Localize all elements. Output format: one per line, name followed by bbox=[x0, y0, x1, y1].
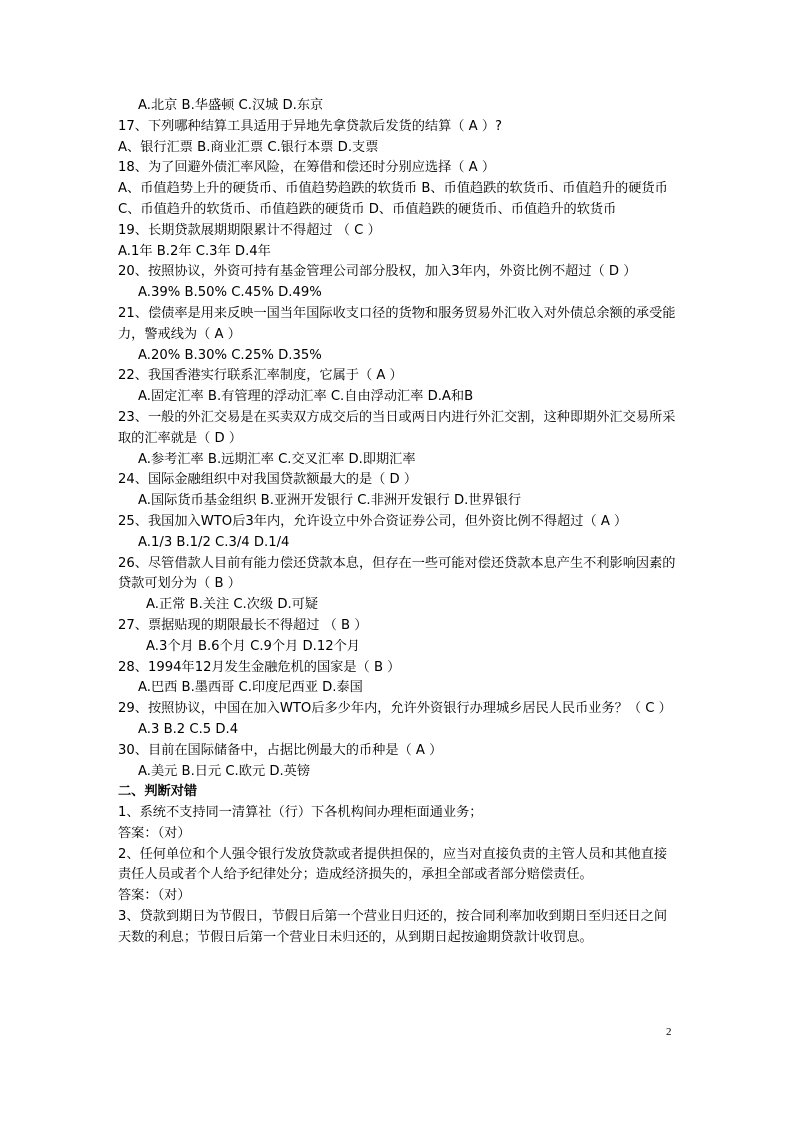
q18-options-ab: A、币值趋势上升的硬货币、币值趋势趋跌的软货币 B、币值趋跌的软货币、币值趋升的硬货币 bbox=[118, 181, 668, 197]
page-content bbox=[118, 96, 678, 949]
q22-options: A.固定汇率 B.有管理的浮动汇率 C.自由浮动汇率 D.A和B bbox=[138, 389, 474, 405]
q28-options: A.巴西 B.墨西哥 C.印度尼西亚 D.泰国 bbox=[138, 680, 363, 696]
q27-question: 27、票据贴现的期限最长不得超过 （ B ） bbox=[118, 617, 368, 633]
q23-question: 23、一般的外汇交易是在买卖双方成交后的当日或两日内进行外汇交割，这种即期外汇交易所采取的汇率就是（ D ） bbox=[118, 409, 676, 446]
q30-question: 30、目前在国际储备中，占据比例最大的币种是（ A ） bbox=[118, 742, 443, 758]
q19-question: 19、长期贷款展期期限累计不得超过 （ C ） bbox=[118, 222, 381, 238]
q25-question: 25、我国加入WTO后3年内，允许设立中外合资证券公司，但外资比例不得超过（ A ） bbox=[118, 513, 628, 529]
q16-options: A.北京 B.华盛顿 C.汉城 D.东京 bbox=[138, 98, 324, 113]
q22-question: 22、我国香港实行联系汇率制度，它属于（ A ） bbox=[118, 368, 403, 384]
page-number: 2 bbox=[666, 1026, 672, 1038]
q19-options: A.1年 B.2年 C.3年 D.4年 bbox=[118, 243, 271, 259]
tf2-statement: 2、任何单位和个人强令银行发放贷款或者提供担保的，应当对直接负责的主管人员和其他直接责任人员或者个人给予纪律处分；造成经济损失的，承担全部或者部分赔偿责任。 bbox=[118, 846, 668, 883]
q28-question: 28、1994年12月发生金融危机的国家是（ B ） bbox=[118, 659, 401, 675]
q17-options: A、银行汇票 B.商业汇票 C.银行本票 D.支票 bbox=[118, 139, 379, 155]
tf3-statement: 3、贷款到期日为节假日，节假日后第一个营业日归还的，按合同利率加收到期日至归还日之间天数的利息；节假日后第一个营业日未归还的，从到期日起按逾期贷款计收罚息。 bbox=[118, 909, 668, 945]
q17-question: 17、下列哪种结算工具适用于异地先拿贷款后发货的结算（ A ）? bbox=[118, 118, 503, 134]
q30-options: A.美元 B.日元 C.欧元 D.英镑 bbox=[138, 763, 311, 779]
section-heading: 二、判断对错 bbox=[118, 784, 198, 800]
tf1-statement: 1、系统不支持同一清算社（行）下各机构间办理柜面通业务； bbox=[118, 805, 483, 821]
q25-options: A.1/3 B.1/2 C.3/4 D.1/4 bbox=[138, 534, 290, 550]
tf2-answer: 答案：（对） bbox=[118, 888, 191, 904]
q20-question: 20、按照协议，外资可持有基金管理公司部分股权，加入3年内，外资比例不超过（ D ） bbox=[118, 264, 637, 280]
q29-options: A.3 B.2 C.5 D.4 bbox=[138, 721, 239, 737]
q27-options: A.3个月 B.6个月 C.9个月 D.12个月 bbox=[146, 638, 360, 654]
q18-options-cd: C、币值趋升的软货币、币值趋跌的硬货币 D、币值趋跌的硬货币、币值趋升的软货币 bbox=[118, 201, 617, 217]
tf1-answer: 答案：（对） bbox=[118, 825, 191, 841]
q21-question: 21、偿债率是用来反映一国当年国际收支口径的货物和服务贸易外汇收入对外债总余额的承受能力，警戒线为（ A ） bbox=[118, 305, 676, 342]
q21-options: A.20% B.30% C.25% D.35% bbox=[138, 347, 322, 363]
q26-question: 26、尽管借款人目前有能力偿还贷款本息，但存在一些可能对偿还贷款本息产生不利影响因素的贷款可划分为（ B ） bbox=[118, 555, 676, 592]
q23-options: A.参考汇率 B.远期汇率 C.交叉汇率 D.即期汇率 bbox=[138, 451, 416, 467]
q24-question: 24、国际金融组织中对我国贷款额最大的是（ D ） bbox=[118, 472, 418, 488]
q26-options: A.正常 B.关注 C.次级 D.可疑 bbox=[146, 597, 319, 613]
q29-question: 29、按照协议，中国在加入WTO后多少年内，允许外资银行办理城乡居民人民币业务？（ C ） bbox=[118, 701, 672, 717]
q18-question: 18、为了回避外债汇率风险，在筹借和偿还时分别应选择（ A ） bbox=[118, 160, 496, 176]
q24-options: A.国际货币基金组织 B.亚洲开发银行 C.非洲开发银行 D.世界银行 bbox=[138, 493, 522, 509]
q20-options: A.39% B.50% C.45% D.49% bbox=[138, 285, 322, 301]
